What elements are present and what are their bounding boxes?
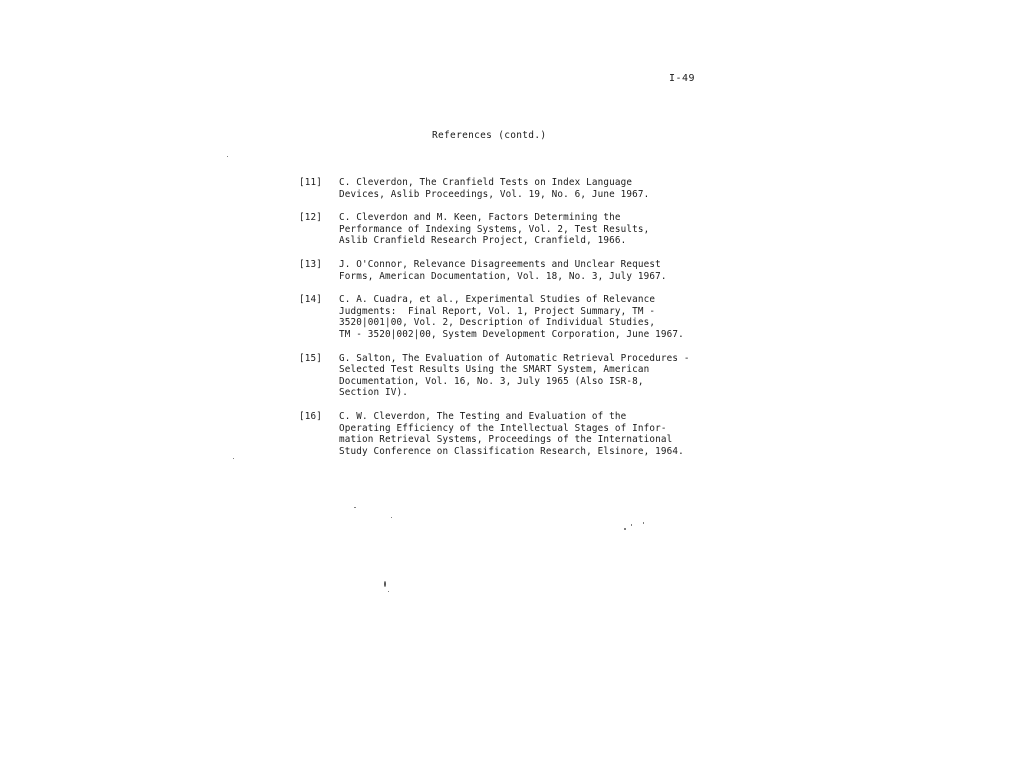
reference-number: [14] — [299, 294, 322, 306]
reference-line: TM - 3520|002|00, System Development Corporation, June 1967. — [339, 328, 684, 340]
reference-line: C. Cleverdon and M. Keen, Factors Determining the — [339, 212, 621, 224]
reference-item — [299, 411, 699, 457]
reference-line: C. A. Cuadra, et al., Experimental Studies of Relevance — [339, 294, 656, 306]
reference-line: Documentation, Vol. 16, No. 3, July 1965 (Also ISR-8, — [339, 375, 644, 387]
reference-item — [299, 212, 699, 247]
reference-line: C. W. Cleverdon, The Testing and Evaluation of the — [339, 410, 627, 422]
page-heading: References (contd.) — [432, 130, 547, 141]
reference-line: Aslib Cranfield Research Project, Cranfield, 1966. — [339, 235, 627, 247]
reference-number: [12] — [299, 212, 322, 224]
reference-line: Forms, American Documentation, Vol. 18, No. 3, July 1967. — [339, 270, 667, 282]
reference-line: Devices, Aslib Proceedings, Vol. 19, No. 6, June 1967. — [339, 188, 650, 200]
reference-number: [13] — [299, 258, 322, 270]
reference-item — [299, 294, 699, 340]
scan-speck — [388, 591, 389, 592]
scan-speck — [624, 528, 626, 530]
reference-line: C. Cleverdon, The Cranfield Tests on Index Language — [339, 177, 633, 188]
reference-line: Performance of Indexing Systems, Vol. 2, Test Results, — [339, 223, 650, 235]
reference-item — [299, 259, 699, 282]
scan-speck — [354, 507, 356, 508]
scan-speck — [643, 522, 644, 524]
reference-line: Section IV). — [339, 387, 408, 399]
reference-line: J. O'Connor, Relevance Disagreements and Unclear Request — [339, 258, 661, 270]
reference-number: [11] — [299, 177, 322, 188]
scan-speck — [233, 458, 234, 459]
page-number: I-49 — [669, 73, 696, 84]
scan-speck — [227, 156, 228, 157]
reference-line: Operating Efficiency of the Intellectual Stages of Infor- — [339, 422, 667, 434]
reference-line: Selected Test Results Using the SMART System, American — [339, 364, 650, 376]
scan-speck — [391, 517, 392, 518]
reference-item — [299, 177, 699, 200]
reference-line: mation Retrieval Systems, Proceedings of the International — [339, 434, 673, 446]
reference-line: 3520|001|00, Vol. 2, Description of Individual Studies, — [339, 317, 656, 329]
reference-item — [299, 353, 699, 399]
reference-line: Study Conference on Classification Research, Elsinore, 1964. — [339, 445, 684, 457]
reference-number: [16] — [299, 410, 322, 422]
reference-line: G. Salton, The Evaluation of Automatic Retrieval Procedures - — [339, 352, 690, 364]
reference-line: Judgments: Final Report, Vol. 1, Project Summary, TM - — [339, 305, 656, 317]
reference-number: [15] — [299, 352, 322, 364]
scan-speck — [384, 581, 386, 587]
reference-list — [299, 177, 699, 469]
scan-speck — [631, 524, 632, 526]
